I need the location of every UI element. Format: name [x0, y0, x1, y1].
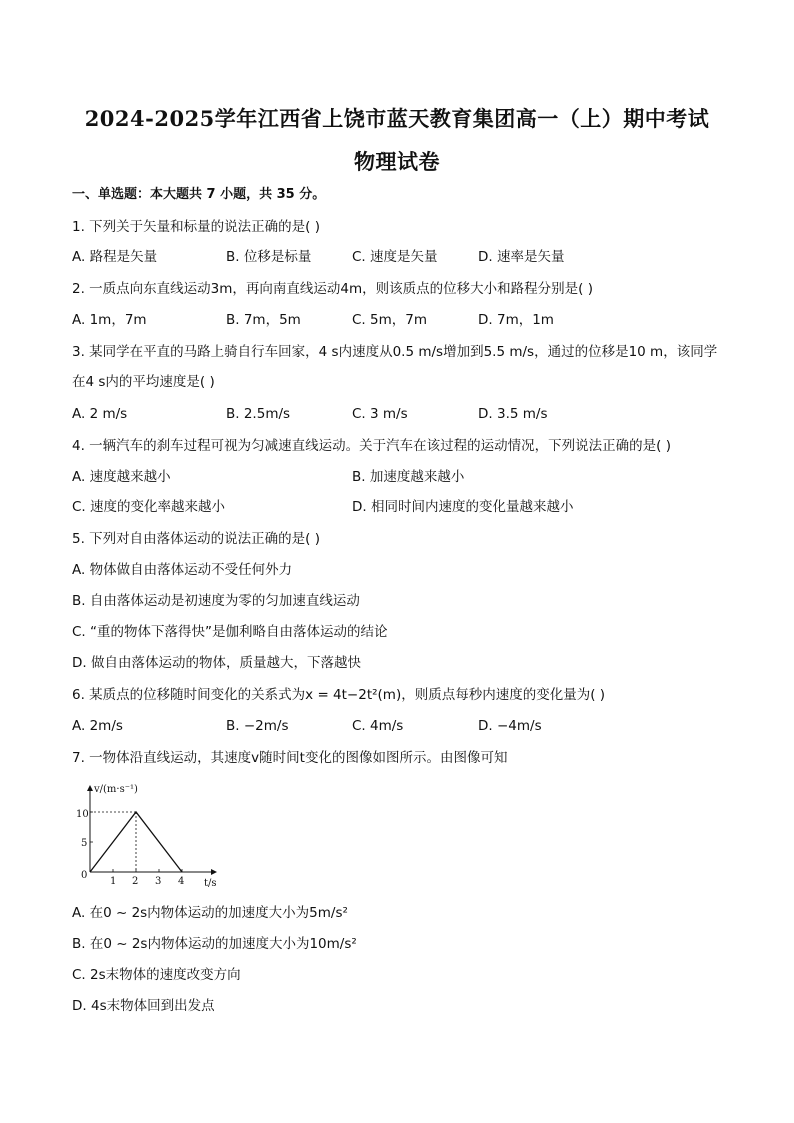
- q4-option-b[interactable]: B. 加速度越来越小: [352, 469, 465, 485]
- q7-option-d[interactable]: D. 4s末物体回到出发点: [72, 998, 215, 1014]
- section-heading: 一、单选题：本大题共 7 小题，共 35 分。: [72, 187, 326, 202]
- y-tick-10: 10: [76, 809, 89, 820]
- x-axis-label: t/s: [204, 878, 217, 889]
- q6-option-d[interactable]: D. −4m/s: [478, 718, 542, 734]
- q2-option-b[interactable]: B. 7m，5m: [226, 312, 301, 328]
- exam-subject: 物理试卷: [354, 149, 440, 174]
- q7-option-c[interactable]: C. 2s末物体的速度改变方向: [72, 967, 241, 983]
- q5-option-b[interactable]: B. 自由落体运动是初速度为零的匀加速直线运动: [72, 593, 360, 609]
- q3-option-d[interactable]: D. 3.5 m/s: [478, 406, 548, 422]
- velocity-time-graph: [76, 780, 224, 890]
- q4-option-c[interactable]: C. 速度的变化率越来越小: [72, 499, 226, 515]
- question-4-stem: 4. 一辆汽车的刹车过程可视为匀减速直线运动。关于汽车在该过程的运动情况，下列说法正确的是( ): [72, 438, 671, 454]
- question-3-stem-line1: 3. 某同学在平直的马路上骑自行车回家，4 s内速度从0.5 m/s增加到5.5 m/s，通过的位移是10 m，该同学: [72, 344, 718, 360]
- x-tick-3: 3: [155, 876, 162, 887]
- q1-option-b[interactable]: B. 位移是标量: [226, 249, 312, 265]
- q7-option-a[interactable]: A. 在0 ~ 2s内物体运动的加速度大小为5m/s²: [72, 905, 348, 921]
- question-3-stem-line2: 在4 s内的平均速度是( ): [72, 374, 215, 390]
- q4-option-d[interactable]: D. 相同时间内速度的变化量越来越小: [352, 499, 574, 515]
- q5-option-d[interactable]: D. 做自由落体运动的物体，质量越大，下落越快: [72, 655, 361, 671]
- q1-option-a[interactable]: A. 路程是矢量: [72, 249, 158, 265]
- q2-option-c[interactable]: C. 5m，7m: [352, 312, 427, 328]
- q1-option-d[interactable]: D. 速率是矢量: [478, 249, 565, 265]
- exam-title: 2024-2025学年江西省上饶市蓝天教育集团高一（上）期中考试: [84, 106, 710, 131]
- q3-option-c[interactable]: C. 3 m/s: [352, 406, 408, 422]
- question-2-stem: 2. 一质点向东直线运动3m，再向南直线运动4m，则该质点的位移大小和路程分别是( ): [72, 281, 593, 297]
- q6-option-c[interactable]: C. 4m/s: [352, 718, 404, 734]
- x-tick-1: 1: [110, 876, 117, 887]
- question-7-stem: 7. 一物体沿直线运动，其速度v随时间t变化的图像如图所示。由图像可知: [72, 750, 508, 766]
- question-5-stem: 5. 下列对自由落体运动的说法正确的是( ): [72, 531, 320, 547]
- y-tick-5: 5: [81, 838, 88, 849]
- y-tick-0: 0: [81, 870, 88, 881]
- q7-option-b[interactable]: B. 在0 ~ 2s内物体运动的加速度大小为10m/s²: [72, 936, 357, 952]
- q3-option-b[interactable]: B. 2.5m/s: [226, 406, 291, 422]
- question-6-stem: 6. 某质点的位移随时间变化的关系式为x = 4t−2t²(m)，则质点每秒内速度的变化量为( ): [72, 687, 606, 703]
- q6-option-a[interactable]: A. 2m/s: [72, 718, 123, 734]
- q5-option-c[interactable]: C. “重的物体下落得快”是伽利略自由落体运动的结论: [72, 624, 388, 640]
- q6-option-b[interactable]: B. −2m/s: [226, 718, 289, 734]
- y-axis-label: v/(m·s⁻¹): [94, 784, 138, 795]
- q1-option-c[interactable]: C. 速度是矢量: [352, 249, 438, 265]
- q3-option-a[interactable]: A. 2 m/s: [72, 406, 128, 422]
- q4-option-a[interactable]: A. 速度越来越小: [72, 469, 171, 485]
- q2-option-a[interactable]: A. 1m，7m: [72, 312, 147, 328]
- x-tick-2: 2: [132, 876, 139, 887]
- x-tick-4: 4: [178, 876, 185, 887]
- question-1-stem: 1. 下列关于矢量和标量的说法正确的是( ): [72, 219, 320, 235]
- q5-option-a[interactable]: A. 物体做自由落体运动不受任何外力: [72, 562, 293, 578]
- q2-option-d[interactable]: D. 7m，1m: [478, 312, 554, 328]
